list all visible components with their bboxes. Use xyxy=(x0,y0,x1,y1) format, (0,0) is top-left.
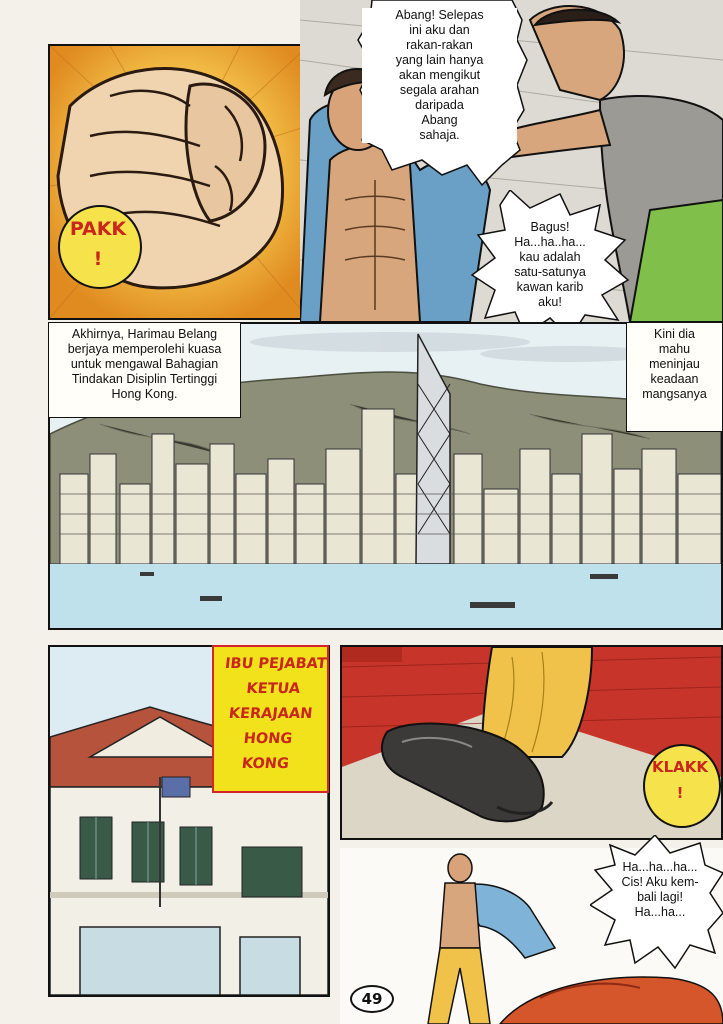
caption-right: Kini dia mahu meninjau keadaan mangsanya xyxy=(626,322,723,432)
page-number: 49 xyxy=(361,990,383,1008)
klakk-sfx-mark: ! xyxy=(676,784,684,802)
caption-city: Akhirnya, Harimau Belang berjaya memperolehi kuasa untuk mengawal Bahagian Tindakan Disiplin Tertinggi Hong Kong. xyxy=(48,322,241,418)
speech-bubble-3-text: Ha...ha...ha... Cis! Aku kem- bali lagi! Ha...ha... xyxy=(621,860,699,919)
speech-bubble-2-text: Bagus! Ha...ha..ha... kau adalah satu-satunya kawan karib aku! xyxy=(514,220,586,309)
location-sign-text: IBU PEJABAT KETUA KERAJAAN HONG KONG xyxy=(224,656,328,772)
klakk-sfx-text: KLAKK xyxy=(651,758,709,776)
speech-bubble-1-text: Abang! Selepas ini aku dan rakan-rakan yang lain hanya akan mengikut segala arahan daripada Abang sahaja. xyxy=(362,8,517,143)
pakk-sfx-text: PAKK xyxy=(69,218,127,240)
pakk-sfx-mark: ! xyxy=(93,248,103,270)
